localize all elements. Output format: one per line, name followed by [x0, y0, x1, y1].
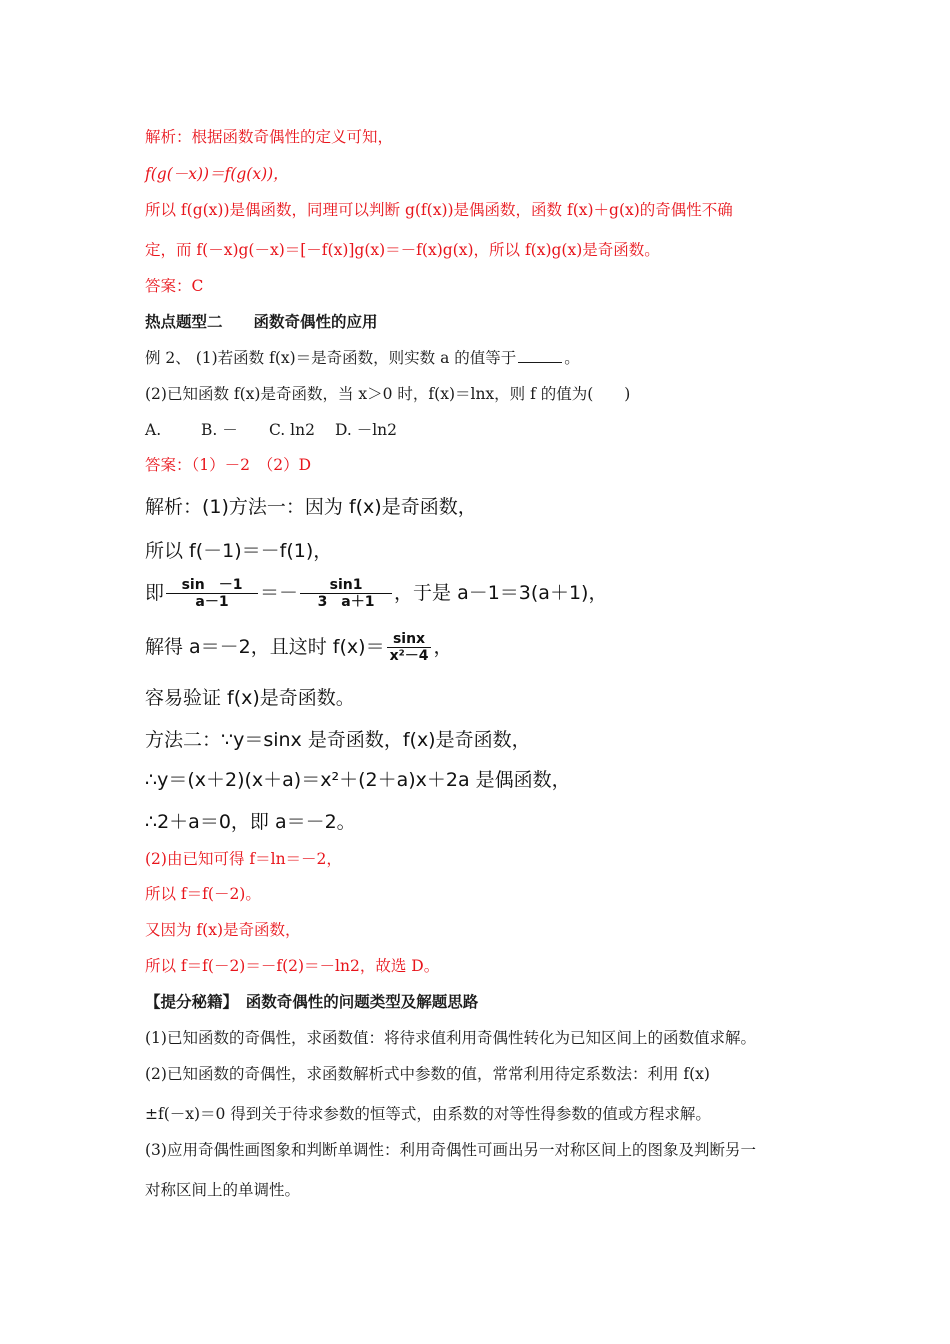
analysis-line: 解析：根据函数奇偶性的定义可知， [145, 128, 394, 146]
question-2: (2)已知函数 f(x)是奇函数，当 x＞0 时，f(x)＝lnx，则 f 的值为( ) [145, 385, 631, 403]
question-1-text: 例 2、 (1)若函数 f(x)＝是奇函数，则实数 a 的值等于 [145, 349, 517, 367]
tips-paragraph: (2)已知函数的奇偶性，求函数解析式中参数的值，常常利用待定系数法：利用 f(x) [145, 1065, 710, 1083]
choice-b: B. － [201, 421, 238, 439]
tips-paragraph: 对称区间上的单调性。 [145, 1181, 301, 1199]
answer-line: 答案：（1）－2 （2）D [145, 456, 312, 474]
solution-line: 所以 f＝f(－2)＝－f(2)＝－ln2，故选 D。 [145, 957, 440, 975]
choice-c: C. ln2 [269, 421, 315, 439]
fraction [387, 631, 432, 664]
analysis-line: 定，而 f(－x)g(－x)＝[－f(x)]g(x)＝－f(x)g(x)，所以 f(x)g(x)是奇函数。 [145, 241, 660, 259]
tips-heading: 【提分秘籍】 函数奇偶性的问题类型及解题思路 [145, 993, 479, 1011]
solution-line: (2)由已知可得 f＝ln＝－2， [145, 850, 342, 868]
fraction-denominator: 3 a＋1 [300, 593, 392, 610]
solution-line: 解析：(1)方法一：因为 f(x)是奇函数， [145, 496, 477, 518]
analysis-line: 所以 f(g(x))是偶函数，同理可以判断 g(f(x))是偶函数，函数 f(x)＋g(x)的奇偶性不确 [145, 201, 733, 219]
fraction-numerator: sin1 [329, 577, 363, 593]
eq-prefix: 即 [145, 582, 165, 604]
fraction [166, 577, 258, 610]
solution-line: ∴2＋a＝0，即 a＝－2。 [145, 811, 356, 833]
answer-blank [518, 348, 562, 363]
analysis-line: f(g(－x))＝f(g(x))， [145, 165, 289, 183]
eq-suffix: ，于是 a－1＝3(a＋1)， [394, 582, 608, 604]
fraction-denominator: a－1 [166, 593, 258, 610]
fraction-numerator: sinx [392, 631, 426, 647]
solution-line: 方法二：∵y＝sinx 是奇函数，f(x)是奇函数， [145, 729, 531, 751]
choice-d: D. －ln2 [335, 421, 398, 439]
tips-paragraph: (1)已知函数的奇偶性，求函数值：将待求值利用奇偶性转化为已知区间上的函数值求解。 [145, 1029, 756, 1047]
choices [145, 420, 397, 440]
eq-mid: ＝－ [260, 582, 299, 604]
eq-suffix: ， [433, 636, 453, 658]
answer-line: 答案：C [145, 277, 204, 295]
fraction [300, 577, 392, 610]
solution-line: 所以 f(－1)＝－f(1)， [145, 540, 333, 562]
eq-prefix: 解得 a＝－2，且这时 f(x)＝ [145, 636, 385, 658]
solution-line: 所以 f＝f(－2)。 [145, 885, 261, 903]
tips-paragraph: (3)应用奇偶性画图象和判断单调性：利用奇偶性可画出另一对称区间上的图象及判断另一 [145, 1141, 756, 1159]
fraction-numerator: sin －1 [181, 577, 243, 593]
question-1 [145, 348, 580, 368]
section-heading: 热点题型二 函数奇偶性的应用 [145, 313, 378, 331]
question-1-end: 。 [564, 349, 580, 367]
tips-paragraph: ±f(－x)＝0 得到关于待求参数的恒等式，由系数的对等性得参数的值或方程求解。 [145, 1105, 711, 1123]
solution-equation [145, 573, 607, 613]
solution-equation [145, 627, 453, 667]
solution-line: ∴y＝(x＋2)(x＋a)＝x²＋(2＋a)x＋2a 是偶函数， [145, 769, 571, 791]
choice-a: A. [145, 421, 162, 439]
solution-line: 容易验证 f(x)是奇函数。 [145, 687, 355, 709]
fraction-denominator: x²－4 [387, 647, 432, 664]
solution-line: 又因为 f(x)是奇函数， [145, 921, 301, 939]
